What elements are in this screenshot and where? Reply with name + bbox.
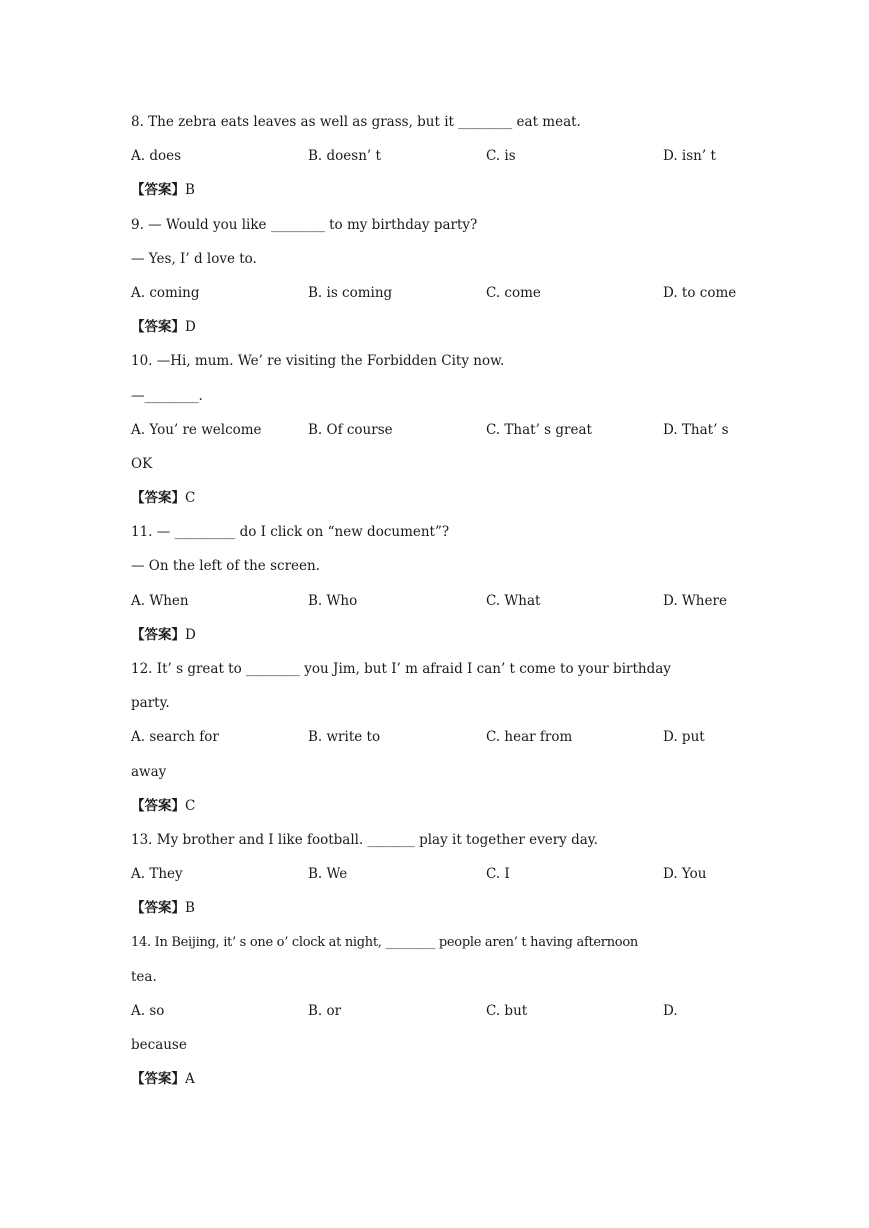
question-stem-continuation: tea. <box>131 968 157 985</box>
answer-line <box>131 796 741 830</box>
option-continuation: OK <box>131 455 153 472</box>
option-b: B. Of course <box>308 421 393 438</box>
option-d: D. That’ s <box>663 421 729 438</box>
question-stem: 14. In Beijing, it’ s one o’ clock at night, ________ people aren’ t having afternoon <box>131 934 638 950</box>
answer-options <box>131 283 741 317</box>
answer-value: B <box>185 900 195 917</box>
question-reply: — On the left of the screen. <box>131 558 320 575</box>
answer-label: 【答案】 <box>131 182 185 199</box>
answer-value: D <box>185 319 196 336</box>
answer-label: 【答案】 <box>131 490 185 507</box>
option-c: C. but <box>486 1002 528 1019</box>
option-d: D. to come <box>663 284 737 301</box>
option-d: D. You <box>663 866 707 883</box>
answer-value: A <box>185 1071 195 1088</box>
answer-line <box>131 180 741 214</box>
option-c: C. I <box>486 866 510 883</box>
answer-label: 【答案】 <box>131 319 185 336</box>
answer-value: C <box>185 490 196 507</box>
option-d: D. isn’ t <box>663 148 716 165</box>
option-a: A. search for <box>131 729 219 746</box>
option-b: B. Who <box>308 592 358 609</box>
answer-value: B <box>185 182 195 199</box>
question-12 <box>131 659 741 830</box>
question-10 <box>131 351 741 522</box>
option-b: B. or <box>308 1002 342 1019</box>
answer-label: 【答案】 <box>131 900 185 917</box>
answer-line <box>131 488 741 522</box>
answer-label: 【答案】 <box>131 1071 185 1088</box>
answer-label: 【答案】 <box>131 797 185 814</box>
question-stem: 10. —Hi, mum. We’ re visiting the Forbidden City now. <box>131 353 505 370</box>
question-stem: 9. — Would you like ________ to my birthday party? <box>131 216 478 233</box>
option-b: B. doesn’ t <box>308 148 381 165</box>
option-c: C. What <box>486 592 541 609</box>
question-stem: 13. My brother and I like football. _______ play it together every day. <box>131 831 598 848</box>
option-b: B. We <box>308 866 348 883</box>
answer-value: C <box>185 797 196 814</box>
question-14 <box>131 933 741 1104</box>
option-d: D. put <box>663 729 705 746</box>
option-a: A. When <box>131 592 189 609</box>
option-a: A. You’ re welcome <box>131 421 262 438</box>
option-c: C. come <box>486 284 541 301</box>
option-c: C. is <box>486 148 516 165</box>
option-d: D. Where <box>663 592 727 609</box>
answer-options <box>131 727 741 761</box>
question-9 <box>131 215 741 352</box>
answer-label: 【答案】 <box>131 626 185 643</box>
option-continuation: away <box>131 763 167 780</box>
question-stem: 11. — _________ do I click on “new document”? <box>131 524 450 541</box>
question-13 <box>131 830 741 933</box>
question-reply: —________. <box>131 387 203 404</box>
answer-line <box>131 317 741 351</box>
answer-line <box>131 625 741 659</box>
answer-options <box>131 591 741 625</box>
option-c: C. hear from <box>486 729 573 746</box>
question-stem: 8. The zebra eats leaves as well as grass, but it ________ eat meat. <box>131 114 581 130</box>
question-reply: — Yes, I’ d love to. <box>131 250 257 267</box>
option-d: D. <box>663 1002 678 1019</box>
option-a: A. They <box>131 866 183 883</box>
option-a: A. does <box>131 148 182 165</box>
option-b: B. write to <box>308 729 381 746</box>
answer-options <box>131 1001 741 1035</box>
option-a: A. coming <box>131 284 200 301</box>
option-c: C. That’ s great <box>486 421 592 438</box>
answer-options <box>131 420 741 454</box>
question-stem: 12. It’ s great to ________ you Jim, but I’ m afraid I can’ t come to your birthday <box>131 661 671 677</box>
question-8 <box>131 112 741 215</box>
answer-value: D <box>185 626 196 643</box>
option-continuation: because <box>131 1037 187 1054</box>
question-stem-continuation: party. <box>131 695 170 712</box>
question-11 <box>131 522 741 659</box>
document-page <box>131 112 741 1103</box>
option-b: B. is coming <box>308 284 393 301</box>
answer-options <box>131 864 741 898</box>
answer-line <box>131 898 741 932</box>
option-a: A. so <box>131 1002 165 1019</box>
answer-options <box>131 146 741 180</box>
answer-line <box>131 1069 741 1103</box>
